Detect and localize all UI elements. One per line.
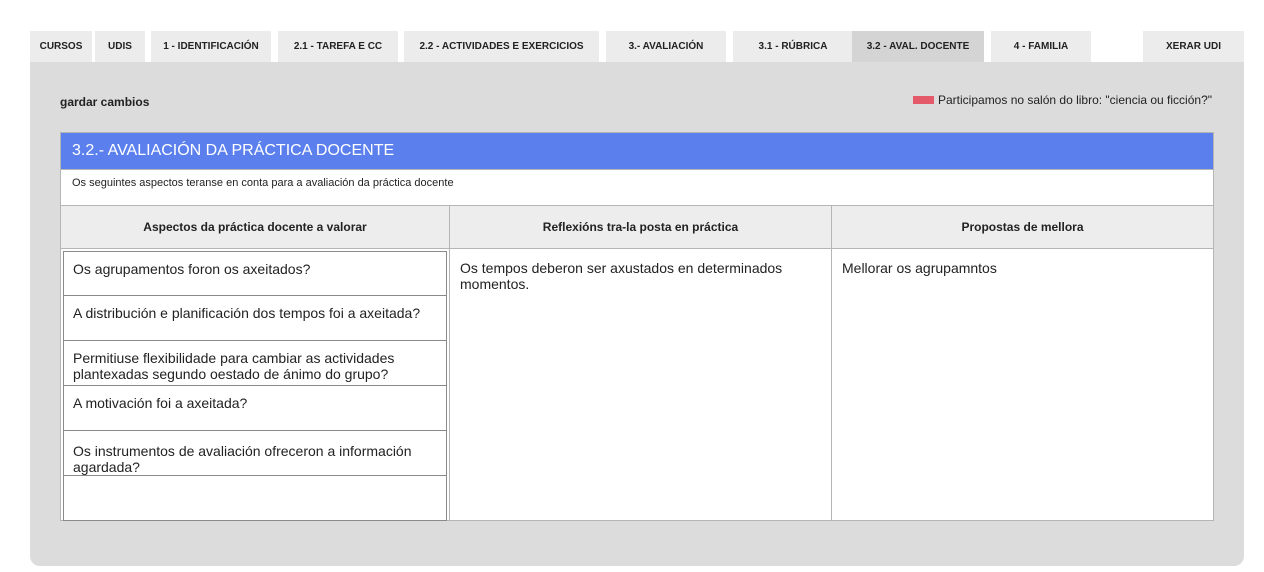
reflections-text: Os tempos deberon ser axustados en determinados momentos.	[460, 260, 783, 293]
reflections-column	[450, 206, 832, 520]
aspects-column	[61, 206, 450, 520]
proposals-field[interactable]	[832, 249, 1213, 520]
aspect-row[interactable]: Permitiuse flexibilidade para cambiar as actividades plantexadas segundo oestado de ánimo do grupo?	[63, 341, 447, 386]
tab-udis[interactable]: UDIS	[95, 31, 145, 62]
content-panel	[30, 62, 1244, 566]
tab-aval-docente[interactable]: 3.2 - AVAL. DOCENTE	[852, 31, 984, 62]
section-title: 3.2.- AVALIACIÓN DA PRÁCTICA DOCENTE	[61, 133, 1213, 169]
tab-familia[interactable]: 4 - FAMILIA	[991, 31, 1091, 62]
tab-cursos[interactable]: CURSOS	[30, 31, 92, 62]
tab-xerar-udi[interactable]: XERAR UDI	[1143, 31, 1244, 62]
udi-color-swatch	[913, 96, 934, 104]
proposals-column	[832, 206, 1213, 520]
aspect-row[interactable]: Os agrupamentos foron os axeitados?	[63, 251, 447, 296]
tab-tarefa-cc[interactable]: 2.1 - TAREFA E CC	[278, 31, 398, 62]
aspect-row-empty[interactable]	[63, 476, 447, 521]
evaluation-card	[60, 132, 1214, 521]
aspect-row[interactable]: Os instrumentos de avaliación ofreceron a información agardada?	[63, 431, 447, 476]
reflections-field[interactable]	[450, 249, 831, 520]
proposals-header: Propostas de mellora	[832, 206, 1213, 249]
proposals-text: Mellorar os agrupamntos	[842, 260, 997, 276]
reflections-header: Reflexións tra-la posta en práctica	[450, 206, 831, 249]
udi-indicator	[913, 93, 1212, 107]
section-description: Os seguintes aspectos teranse en conta para a avaliación da práctica docente	[61, 169, 1213, 206]
udi-title: Participamos no salón do libro: "ciencia ou ficción?"	[938, 93, 1212, 107]
tab-avaliacion[interactable]: 3.- AVALIACIÓN	[606, 31, 726, 62]
aspect-row[interactable]: A distribución e planificación dos tempos foi a axeitada?	[63, 296, 447, 341]
aspect-row[interactable]: A motivación foi a axeitada?	[63, 386, 447, 431]
tab-identificacion[interactable]: 1 - IDENTIFICACIÓN	[151, 31, 271, 62]
tab-rubrica[interactable]: 3.1 - RÚBRICA	[733, 31, 853, 62]
save-button[interactable]: gardar cambios	[60, 95, 150, 109]
evaluation-table	[61, 206, 1213, 520]
aspects-header: Aspectos da práctica docente a valorar	[61, 206, 449, 249]
tab-actividades-exercicios[interactable]: 2.2 - ACTIVIDADES E EXERCICIOS	[404, 31, 599, 62]
aspects-list	[61, 249, 449, 520]
